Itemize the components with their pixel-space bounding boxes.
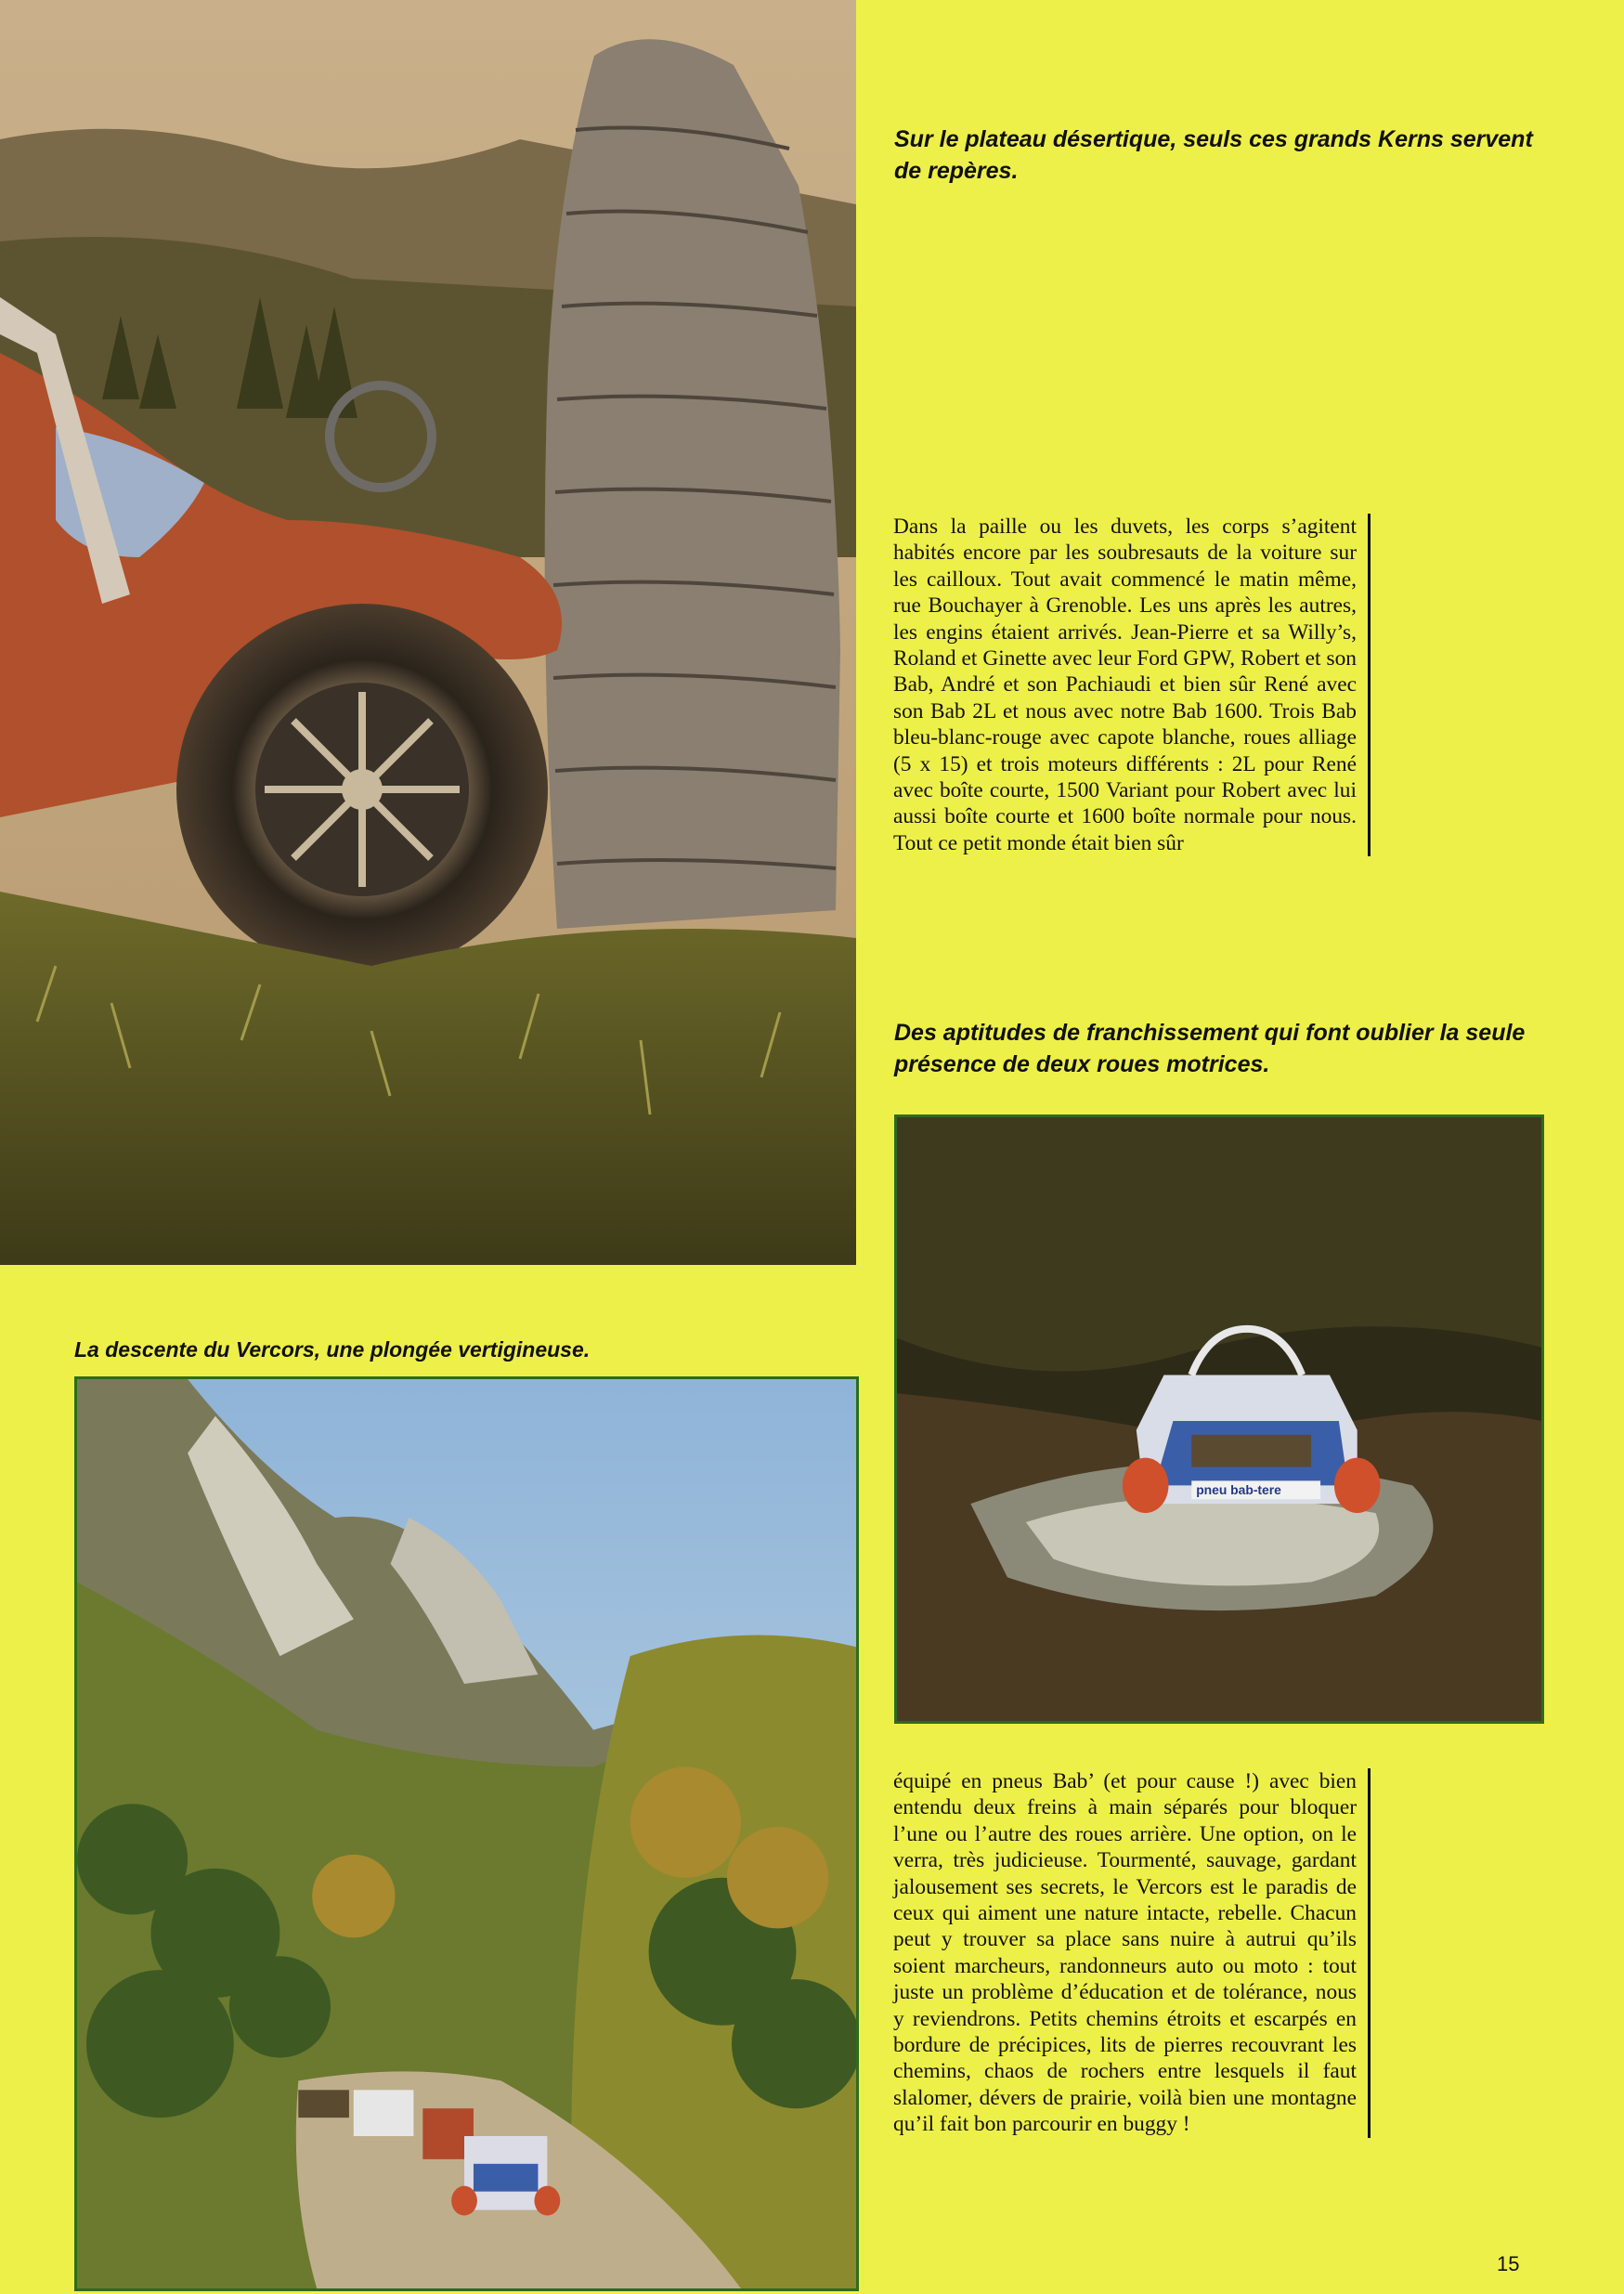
caption-descent: La descente du Vercors, une plongée vertigineuse. [74, 1337, 591, 1362]
article-text-column-1: Dans la paille ou les duvets, les corps s’agitent habités encore par les soubresauts de la voiture sur les cailloux. Tout avait commencé le matin même, rue Bouchayer à Grenoble. Les uns après les autres, les engins étaient arrivés. Jean-Pierre et sa Willy’s, Roland et Ginette avec leur Ford GPW, Robert et son Bab, André et son Pachiaudi et bien sûr René avec son Bab 2L et nous avec notre Bab 1600. Trois Bab bleu-blanc-rouge avec capote blanche, roues alliage (5 x 15) et trois moteurs différents : 2L pour René avec boîte courte, 1500 Variant pour Robert avec lui aussi boîte courte et 1600 boîte normale pour nous. Tout ce petit monde était bien sûr [893, 514, 1371, 856]
article-text-column-2: équipé en pneus Bab’ (et pour cause !) avec bien entendu deux freins à main séparés pour bloquer l’une ou l’autre des roues arrière. Une option, on le verra, très judicieuse. Tourmenté, sauvage, gardant jalousement ses secrets, le Vercors est le paradis de ceux qui aiment une nature intacte, rebelle. Chacun peut y trouver sa place sans nuire à autrui qu’ils soient marcheurs, randonneurs auto ou moto : tout juste un problème d’éducation et de tolérance, nous y reviendrons. Petits chemins étroits et escarpés en bordure de précipices, lits de pierres recouvrant les chemins, chaos de rochers entre lesquels il faut slalomer, dévers de prairie, voilà bien une montagne qu’il fait bon parcourir en buggy ! [893, 1768, 1371, 2138]
photo-vercors-descent [74, 1376, 859, 2291]
page-number: 15 [1497, 2252, 1520, 2275]
caption-kerns: Sur le plateau désertique, seuls ces grands Kerns servent de repères. [894, 126, 1533, 184]
photo-buggy-cairn [0, 0, 856, 1265]
ford-plate-text: pneu bab-tere [1196, 1482, 1281, 1498]
caption-aptitudes: Des aptitudes de franchissement qui font oublier la seule présence de deux roues motrices. [894, 1020, 1526, 1077]
photo-buggy-ford [894, 1114, 1544, 1724]
